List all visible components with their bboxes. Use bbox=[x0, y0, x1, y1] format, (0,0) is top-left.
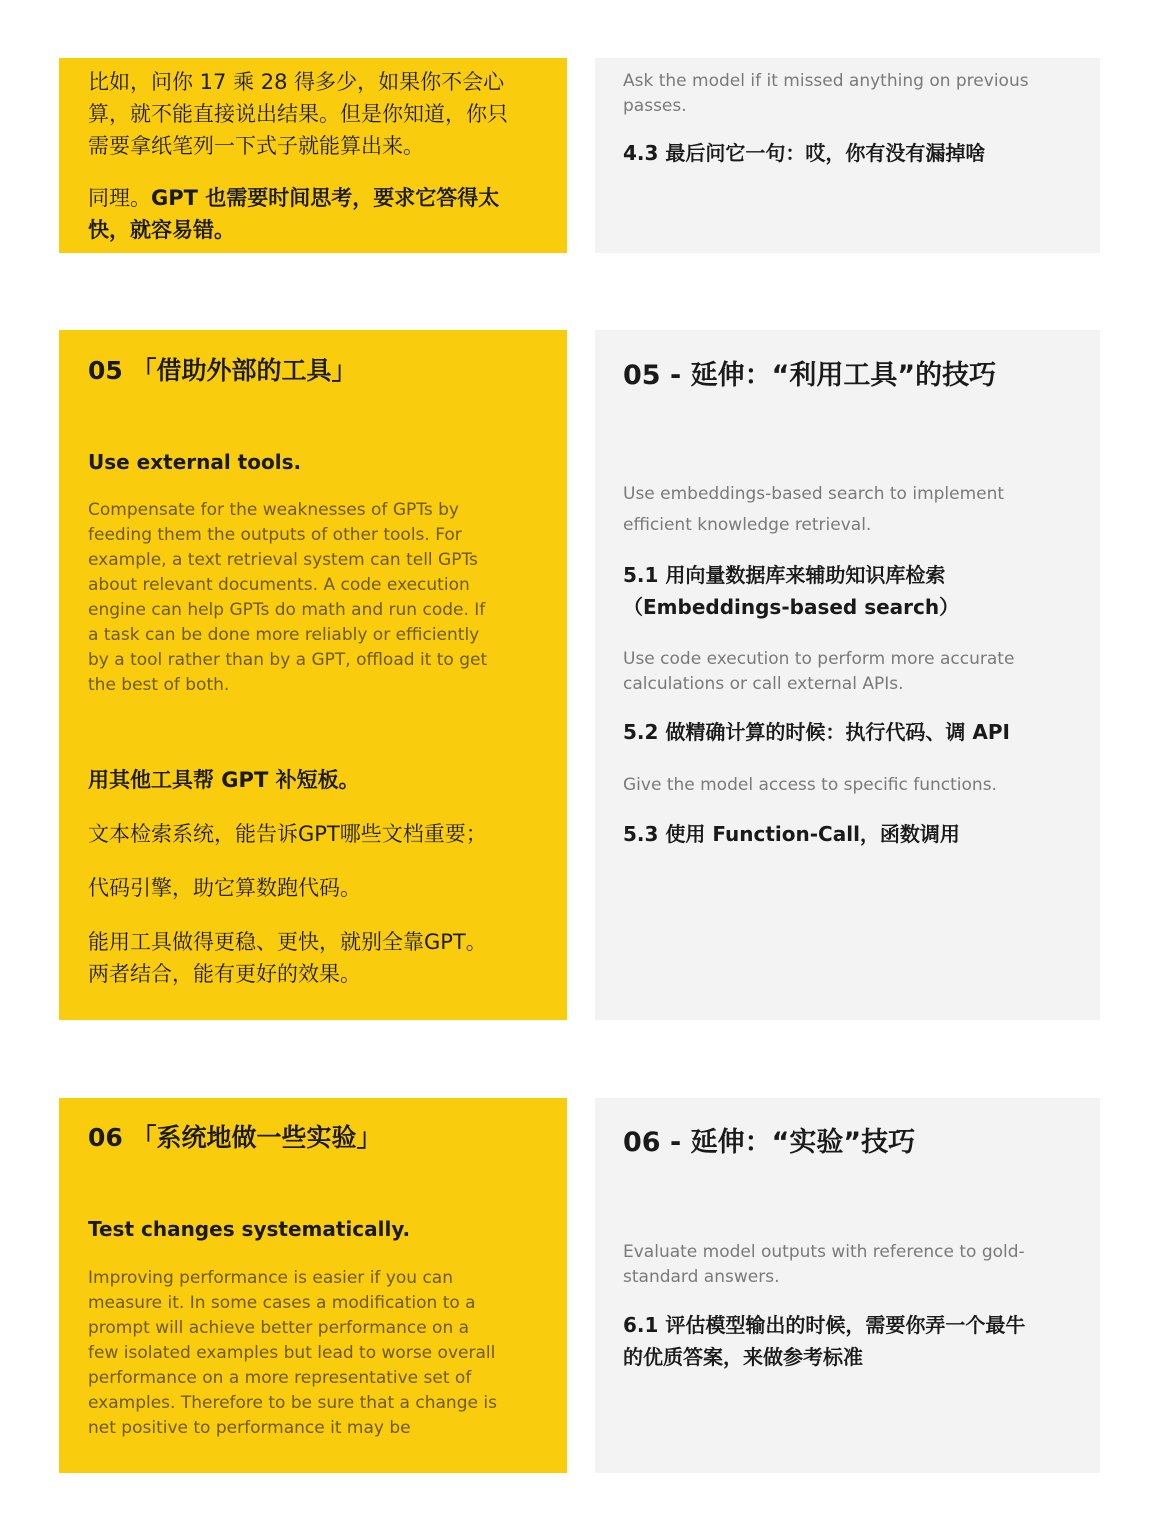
en-body-06: Improving performance is easier if you can measure it. In some cases a modification to a prompt will achieve better performance on a few isolated examples but lead to worse overall performance on a more representative set of examples. Therefore to be sure that a change is net positive to performance it may be bbox=[88, 1268, 497, 1438]
card-gray-4-3 bbox=[595, 58, 1100, 253]
en-text-5-3: Give the model access to specific functions. bbox=[623, 775, 997, 795]
heading-5-1: 5.1 用向量数据库来辅助知识库检索 （Embeddings-based search） bbox=[623, 563, 960, 619]
section-title-06-ext: 06 - 延伸：“实验”技巧 bbox=[623, 1127, 916, 1158]
section-title-06: 06 「系统地做一些实验」 bbox=[88, 1123, 382, 1152]
cn-line-retrieval: 文本检索系统，能告诉GPT哪些文档重要； bbox=[88, 822, 487, 846]
en-text-4-3: Ask the model if it missed anything on previous passes. bbox=[623, 71, 1029, 116]
heading-5-3: 5.3 使用 Function-Call，函数调用 bbox=[623, 822, 960, 846]
intro-paragraph: 比如，问你 17 乘 28 得多少，如果你不会心 算，就不能直接说出结果。但是你知道，你只 需要拿纸笔列一下式子就能算出来。 bbox=[88, 70, 508, 158]
cn-line-code-engine: 代码引擎，助它算数跑代码。 bbox=[88, 876, 361, 900]
section-title-05-ext: 05 - 延伸：“利用工具”的技巧 bbox=[623, 360, 997, 391]
section-title-05: 05 「借助外部的工具」 bbox=[88, 356, 357, 385]
en-text-5-2: Use code execution to perform more accurate calculations or call external APIs. bbox=[623, 649, 1015, 694]
card-gray-05-ext bbox=[595, 330, 1100, 1020]
intro-conclusion-bold: GPT 也需要时间思考，要求它答得太 快，就容易错。 bbox=[88, 186, 500, 242]
card-yellow-06 bbox=[59, 1098, 567, 1473]
cn-heading-05: 用其他工具帮 GPT 补短板。 bbox=[88, 768, 360, 792]
card-gray-06-ext bbox=[595, 1098, 1100, 1473]
card-yellow-intro bbox=[59, 58, 567, 253]
heading-4-3: 4.3 最后问它一句：哎，你有没有漏掉啥 bbox=[623, 141, 986, 165]
en-heading-05: Use external tools. bbox=[88, 450, 302, 474]
card-yellow-05 bbox=[59, 330, 567, 1020]
cn-line-combine: 能用工具做得更稳、更快，就别全靠GPT。 两者结合，能有更好的效果。 bbox=[88, 930, 487, 986]
en-heading-06: Test changes systematically. bbox=[88, 1217, 411, 1241]
en-text-6-1: Evaluate model outputs with reference to gold- standard answers. bbox=[623, 1242, 1025, 1287]
heading-6-1: 6.1 评估模型输出的时候，需要你弄一个最牛 的优质答案，来做参考标准 bbox=[623, 1313, 1026, 1369]
en-text-5-1: Use embeddings-based search to implement efficient knowledge retrieval. bbox=[623, 484, 1005, 535]
intro-conclusion-prefix: 同理。 bbox=[88, 186, 151, 210]
intro-conclusion bbox=[88, 182, 558, 246]
en-body-05: Compensate for the weaknesses of GPTs by feeding them the outputs of other tools. For example, a text retrieval system can tell GPTs about relevant documents. A code execution engine can help GPTs do math and run code. If a task can be done more reliably or efficiently by a tool rather than by a GPT, offload it to get the best of both. bbox=[88, 500, 488, 695]
heading-5-2: 5.2 做精确计算的时候：执行代码、调 API bbox=[623, 720, 1010, 744]
